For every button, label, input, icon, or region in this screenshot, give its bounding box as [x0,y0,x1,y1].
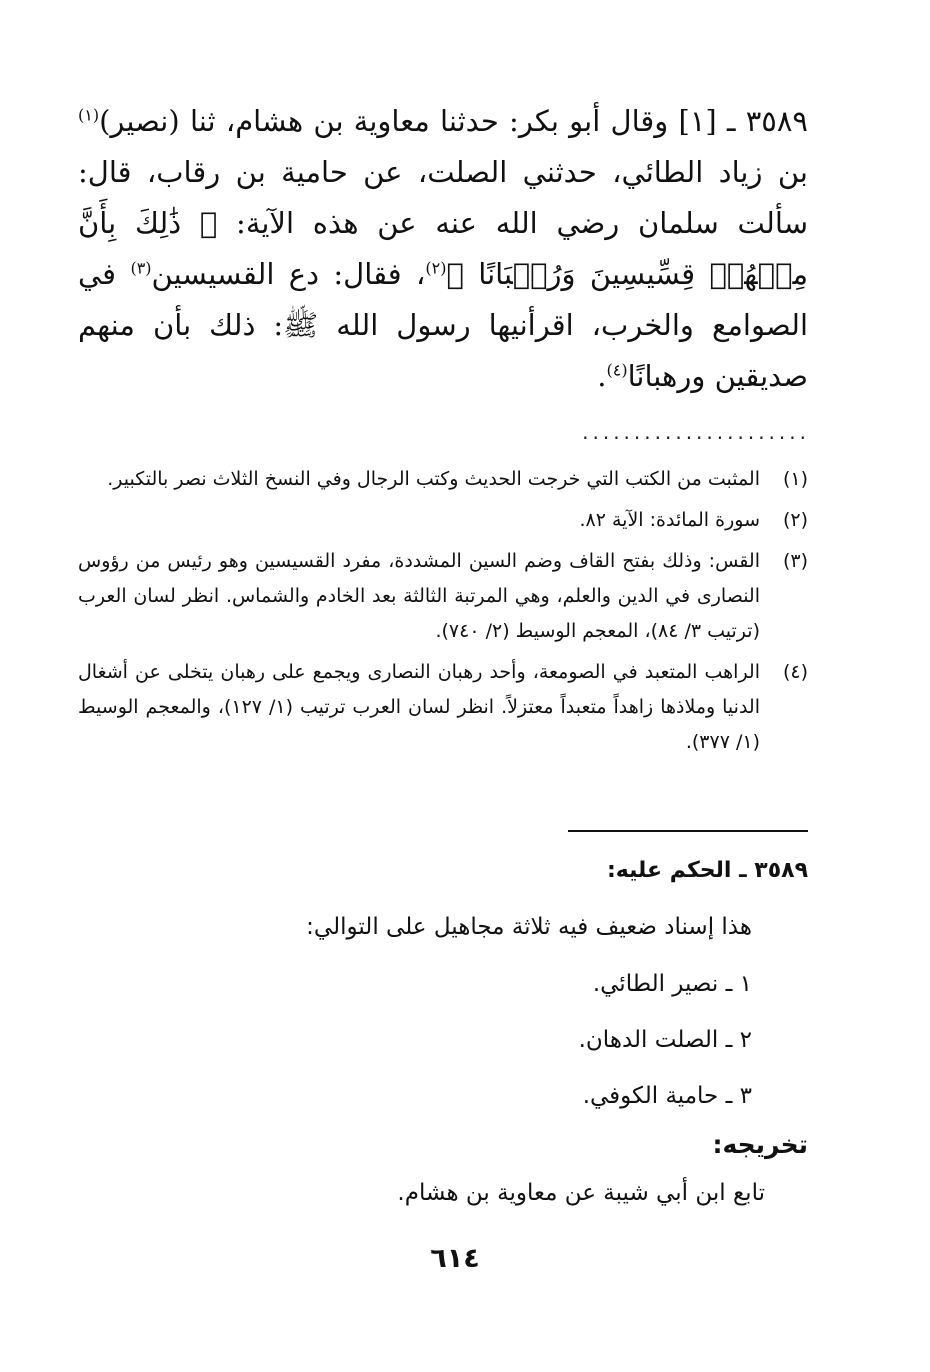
footnote-ref-1: (١) [78,105,100,125]
hadith-line-6: ورهبانًا [627,359,706,393]
hadith-line-2a: (نصير) [99,104,180,138]
footnote-text: سورة المائدة: الآية ٨٢. [579,509,760,531]
footnote-number: (٣) [782,550,808,572]
footnote-separator: ...................... [582,420,810,444]
footnote-text: القس: وذلك بفتح القاف وضم السين المشددة، مفرد القسيسين وهو رئيس من رؤوس النصارى في الدين والعلم، وهي المرتبة الثالثة بعد الخادم والشماس. انظر لسان العرب (ترتيب ٣/ ٨٤)، المعجم الوسيط (٢/ ٧٤٠). [78,550,760,642]
footnote-ref-4: (٤) [606,360,628,380]
narrator-list [352,956,752,1124]
footnote-text: الراهب المتعبد في الصومعة، وأحد رهبان النصارى ويجمع على رهبان يتخلى عن أشغال الدنيا وملاذها زاهداً متعبداً معتزلاً. انظر لسان العرب ترتيب (١/ ١٢٧)، والمعجم الوسيط (١/ ٣٧٧). [78,661,760,753]
page-number: ٦١٤ [430,1243,480,1274]
footnote-number: (١) [782,468,808,490]
footnote-4 [78,655,808,760]
narrator-item: ١ ـ نصير الطائي. [592,971,752,997]
footnote-text: المثبت من الكتب التي خرجت الحديث وكتب الرجال وفي النسخ الثلاث نصر بالتكبير. [107,468,760,490]
takhrij-heading: تخريجه: [712,1130,808,1159]
hadith-line-5: الصوامع والخرب، اقرأنيها رسول الله ﷺ: ذلك بأن منهم صديقين [78,308,808,393]
narrator-item: ٣ ـ حامية الكوفي. [582,1083,752,1109]
footnote-number: (٤) [782,661,808,683]
hadith-end: . [597,359,607,393]
section-divider [568,830,808,832]
hadith-line-4b: في [78,257,117,291]
hadith-line-3: رقاب، قال: سألت سلمان رضي الله عنه عن هذه الآية: ﴿ ذَٰلِكَ [78,155,809,240]
footnote-ref-3: (٣) [130,258,152,278]
hadith-line-4: ، فقال: دع القسيسين [151,257,426,291]
hadith-text [78,96,808,402]
footnote-2 [78,503,808,538]
footnotes [78,462,808,766]
footnote-number: (٢) [782,509,808,531]
narrator-item: ٢ ـ الصلت الدهان. [578,1027,752,1053]
ruling-text: هذا إسناد ضعيف فيه ثلاثة مجاهيل على التوالي: [306,914,752,940]
quran-verse: بِأَنَّ مِنۡهُمۡ قِسِّيسِينَ وَرُهۡبَانًا ﴾ [78,206,809,291]
footnote-ref-2: (٢) [425,258,447,278]
footnote-1 [78,462,808,497]
ruling-heading: ٣٥٨٩ ـ الحكم عليه: [606,858,808,883]
hadith-line-1: ٣٥٨٩ ـ [١] وقال أبو بكر: حدثنا معاوية بن هشام، ثنا [189,104,809,138]
hadith-line-2b: بن زياد الطائي، حدثني الصلت، عن حامية بن [235,155,809,189]
footnote-3 [78,544,808,649]
takhrij-text: تابع ابن أبي شيبة عن معاوية بن هشام. [397,1180,765,1206]
